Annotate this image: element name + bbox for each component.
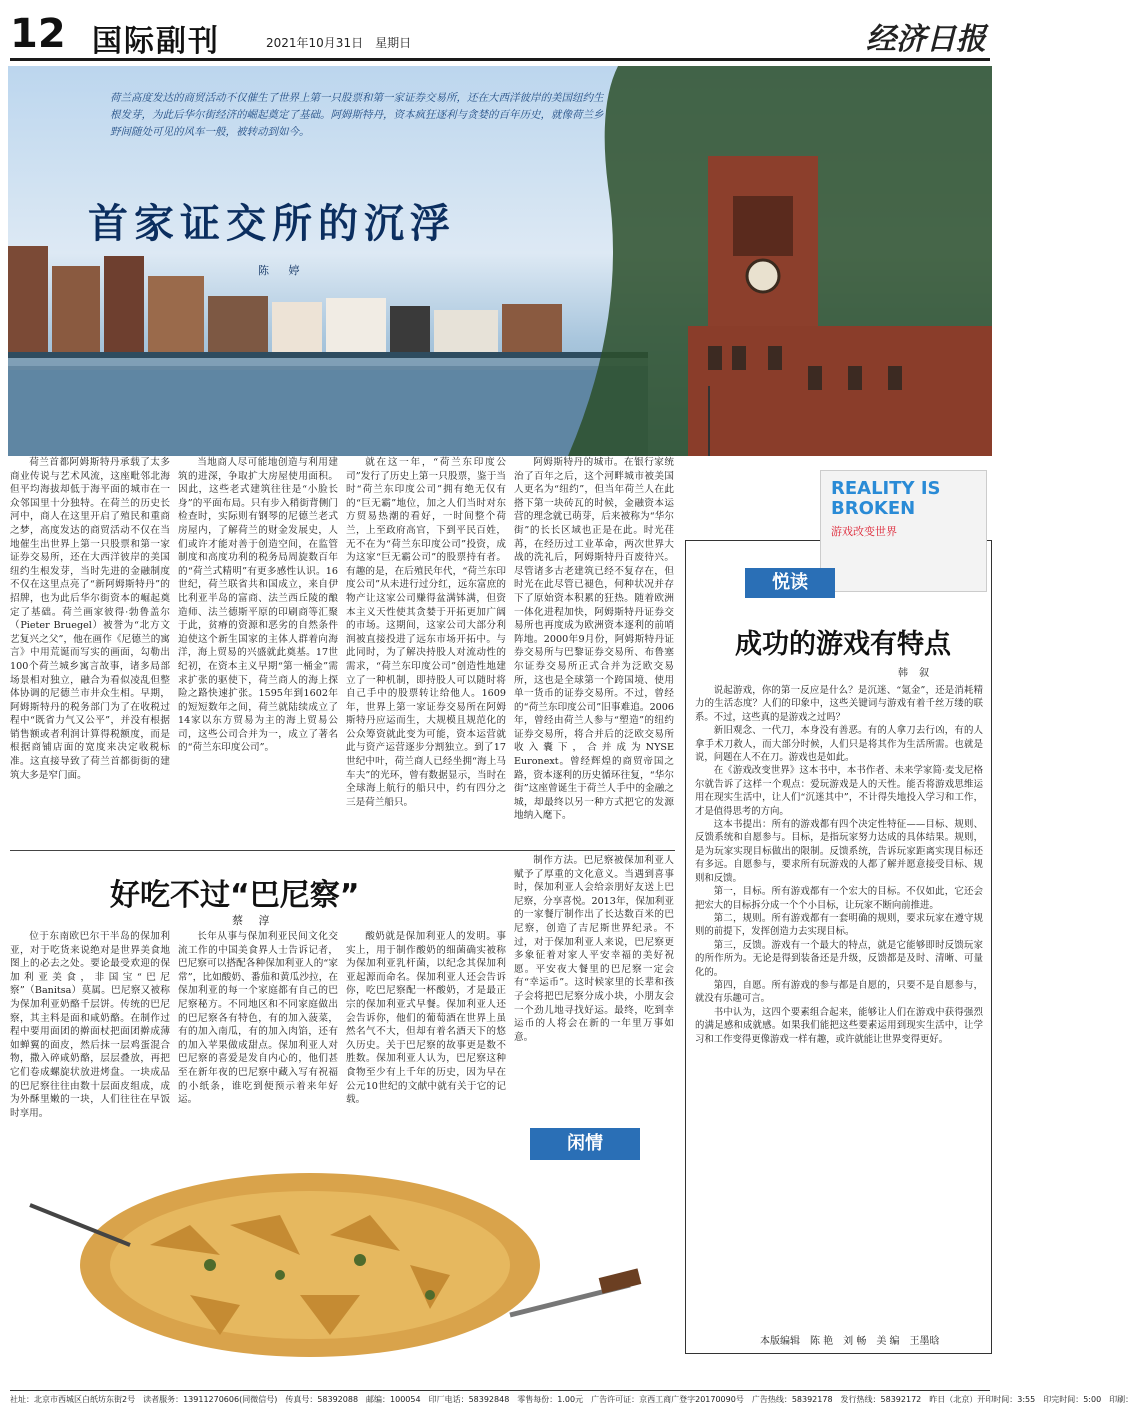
food-tag-box [530,1128,640,1160]
book-cover [820,470,987,592]
review-tag: 悦读 [772,572,808,593]
editor-credits: 本版编辑 陈 艳 刘 畅 美 编 王墨晗 [760,1336,940,1347]
review-paragraph: 说起游戏，你的第一反应是什么？是沉迷、“氪金”，还是消耗精力的生活态度？人们的印象中，这些关键词与游戏有着千丝万缕的联系。不过，这些真的是游戏之过吗？ [695,685,983,723]
feature-column-1: 荷兰首都阿姆斯特丹承载了太多商业传说与艺术风流，这座毗邻北海但平均海拔却低于海平面的城市在一众邻国里十分独特。在荷兰的历史长河中，商人在这里开启了殖民和重商之梦，高度发达的商贸活动不仅在当地催生出世界上第一只股票和第一家证券交易所，还在大西洋彼岸的美国纽约生根发芽，当时先进的金融制度不仅在这里点亮了“新阿姆斯特丹”的招牌，也为此后华尔街资本的崛起奠定了基础。荷兰画家彼得·勃鲁盖尔（Pieter Bruegel）被誉为“北方文艺复兴之父”，他在画作《尼德兰的寓言》中用荒诞而写实的画面，勾勒出100个荷兰城乡寓言故事，诸多局部场景相对独立，融合为看似凌乱但整体协调的尼德兰市井众生相。早期，阿姆斯特丹的税务部门为了在收税过程中“既省力气又公平”，并没有根据销售额或者利润计算得税额度，而是根据商铺店面的宽度来决定收税标准。这直接导致了荷兰首都街街的建筑大多是窄门面。 [10,457,170,781]
review-paragraph: 第四，自愿。所有游戏的参与都是自愿的，只要不是自愿参与，就没有乐趣可言。 [695,979,983,1005]
masthead [10,10,990,61]
food-column-3: 酸奶就是保加利亚人的发明。事实上，用于制作酸奶的细菌确实被称为保加利亚乳杆菌，以纪念其保加利亚起源而命名。保加利亚人还会告诉你，吃巴尼察配一杯酸奶，才是最正宗的保加利亚式早餐。保加利亚人还会告诉你，他们的葡萄酒在世界上虽然名气不大，但却有着名酒天下的悠久历史。关于巴尼察的故事更是数不胜数。保加利亚人认为，巴尼察这种食物至少有上千年的历史，因为早在公元10世纪的文献中就有关于它的记载。 [346,931,506,1106]
food-headline: 好吃不过“巴尼察” [110,878,360,913]
review-tag-box [745,568,835,598]
review-byline: 韩 叙 [898,668,934,679]
section-divider [10,850,675,851]
food-tag: 闲情 [567,1133,603,1154]
banitsa-illustration [10,1165,675,1360]
food-column-1: 位于东南欧巴尔干半岛的保加利亚，对于吃货来说绝对是世界美食地图上的必去之处。要论最受欢迎的保加利亚美食，非国宝“巴尼察”（Banitsa）莫属。巴尼察又被称为保加利亚奶酪千层饼。传统的巴尼察，其主料是面和咸奶酪。在制作过程中要用面团的擀面杖把面团擀成薄如蝉翼的面皮，然后抹一层鸡蛋混合物，撒入碎咸奶酪，层层叠放，再把它们卷成螺旋状放进烤盘。一块成品的巴尼察往往由数十层面皮组成，成为外酥里嫩的一块，人们往往在早饭时享用。 [10,931,170,1119]
feature-column-3: 就在这一年，“荷兰东印度公司”发行了历史上第一只股票，鉴于当时“荷兰东印度公司”拥有绝无仅有的“巨无霸”地位，加之人们当时对东方贸易热潮的看好，一时间整个荷兰，上至政府高官，下到平民百姓，无不在为“荷兰东印度公司”投资，成为这家“巨无霸公司”的股票持有者。有趣的是，在后殖民年代，“荷兰东印度公司”从未进行过分红，远东富庶的物产让这家公司赚得盆满钵满，但资本主义天性使其贪婪于开拓更加广阔的市场。这期间，这家公司大部分利润被直接投进了远东市场开拓中。与此同时，为了解决持股人对流动性的需求，“荷兰东印度公司”创造性地建立了一种机制，即持股人可以随时将自己手中的股票转让给他人。1609年，世界上第一家证券交易所在阿姆斯特丹应运而生，大规模且规范化的公众筹资就此变为可能，资本运营就此与资产运营逐步分割独立。到了17世纪中叶，荷兰商人已经坐拥“海上马车夫”的光环，曾有数据显示，当时在全球海上航行的船只中，约有四分之三是荷兰船只。 [346,457,506,808]
review-paragraph: 第三，反馈。游戏有一个最大的特点，就是它能够即时反馈玩家的所作所为。无论是得到装备还是升级，反馈都是及时、清晰、可量化的。 [695,939,983,978]
review-paragraph: 第一，目标。所有游戏都有一个宏大的目标。不仅如此，它还会把宏大的目标拆分成一个个小目标，让玩家不断向前推进。 [695,886,983,911]
newspaper-logo: 经济日报 [866,22,986,57]
review-paragraph: 新旧观念、一代刀，本身没有善恶。有的人拿刀去行凶，有的人拿手术刀救人，而大部分时候，人们只是将其作为生活所需。也就是说，问题在人不在刀。游戏也是如此。 [695,725,983,764]
feature-intro: 荷兰高度发达的商贸活动不仅催生了世界上第一只股票和第一家证券交易所，还在大西洋彼岸的美国纽约生根发芽，为此后华尔街经济的崛起奠定了基础。阿姆斯特丹，资本疯狂逐利与贪婪的百年历史，就像荷兰乡野间随处可见的风车一般，被转动到如今。 [110,92,604,138]
page-number: 12 [10,11,66,57]
footer-info: 社址：北京市西城区白纸坊东街2号 读者服务：13911270606(同微信号) 传真号：58392088 邮编：100054 印厂电话：58392848 零售每份：1.00元 广告许可证：京西工商广登字20170090号 广告热线：58392178 发行热线：58392172 昨日（北京）开印时间：3:55 印完时间：5:00 印刷： [10,1390,990,1409]
review-paragraph: 第二，规则。所有游戏都有一套明确的规则，要求玩家在遵守规则的前提下，发挥创造力去实现目标。 [695,912,983,938]
feature-column-4: 阿姆斯特丹的城市。在银行家统治了百年之后，这个河畔城市被美国人更名为“纽约”，但当年荷兰人在此搭下第一块砖瓦的时候，金融资本运营的理念就已萌芽，后来被称为“华尔街”的长长区域也正是在此。时光荏苒，在经历过工业革命，两次世界大战的洗礼后，阿姆斯特丹百废待兴。尽管诸多古老建筑已经不复存在，但时光在此尽管已褪色，何种状况并存下了原始资本积累的狂热。随着欧洲一体化进程加快，阿姆斯特丹证券交易所也再度成为欧洲资本逐利的前哨阵地。2000年9月份，阿姆斯特丹证券交易所与巴黎证券交易所、布鲁塞尔证券交易所正式合并为泛欧交易所，这也是全球第一个跨国境、使用单一货币的证券交易所。不过，曾经的“荷兰东印度公司”旧事难追。2006年，曾经由荷兰人参与“塑造”的纽约证券交易所，将合并后的泛欧交易所收入囊下，合并成为NYSE Euronext。曾经辉煌的商贸帝国之路，资本逐利的历史循环往复，“华尔街”这座曾诞生于荷兰人手中的金融之城，却最终以另一种方式把它的发源地纳入麾下。 [514,457,674,822]
feature-column-2: 当地商人尽可能地创造与利用建筑的进深，争取扩大房屋使用面积。因此，这些老式建筑往往是“小脸长身”的平面布局。只有步入稍街背侧门检查时，实际则有钢琴的尼德兰老式房屋内，了解荷兰的财金发展史，人们或许才能对善于创造空间，在监管制度和高度功利的税务局周旋数百年的“荷兰式精明”有更多感性认识。16世纪，荷兰联省共和国成立，来自伊比利亚半岛的富商、法兰西丘陵的酿造师、法兰德斯平原的印刷商等汇聚于此，贫瘠的资源和恶劣的自然条件迫使这个新生国家的主体人群着向海洋，海上贸易的兴盛就此奠基。17世纪初，在资本主义早期“第一桶金”需求扩张的驱使下，荷兰商人的海上探险之路快速扩张。1595年到1602年的短短数年之间，荷兰就陆续成立了14家以东方贸易为主的海上贸易公司，这些公司合并为一，成立了著名的“荷兰东印度公司”。 [178,457,338,754]
feature-headline: 首家证交所的沉浮 [88,201,456,247]
issue-date: 2021年10月31日 星期日 [266,36,412,50]
review-paragraph: 在《游戏改变世界》这本书中，本书作者、未来学家简·麦戈尼格尔就告诉了这样一个观点：爱玩游戏是人的天性。能否将游戏思维运用在现实生活中，让人们“沉迷其中”，不计得失地投入学习和工作，才是值得思考的方向。 [695,765,983,817]
section-title: 国际副刊 [92,24,220,59]
review-paragraph: 书中认为，这四个要素组合起来，能够让人们在游戏中获得强烈的满足感和成就感。如果我们能把这些要素运用到现实生活中，让学习和工作变得更像游戏一样有趣，或许就能让世界变得更好。 [695,1006,983,1045]
hero-photo [8,66,992,456]
review-headline: 成功的游戏有特点 [735,629,951,660]
review-body [695,684,983,1324]
book-cover-cn: 游戏改变世界 [831,525,897,538]
food-column-2: 长年从事与保加利亚民间文化交流工作的中国美食界人士告诉记者，巴尼察可以搭配各种保加利亚人的“家常”，比如酸奶、番茄和黄瓜沙拉，在保加利亚的每一个家庭都有自己的巴尼察秘方。不同地区和不同家庭做出的巴尼察各有特色，有的加入菠菜，有的加入南瓜，有的加入肉馅，还有的加入苹果做成甜点。保加利亚人对巴尼察的喜爱是发自内心的，他们甚至在新年夜的巴尼察中藏入写有祝福的小纸条，谁吃到便预示着来年好运。 [178,931,338,1106]
banitsa-photo [10,1165,675,1360]
food-column-4: 制作方法。巴尼察被保加利亚人赋予了厚重的文化意义。当遇到喜事时，保加利亚人会给亲朋好友送上巴尼察，分享喜悦。2013年，保加利亚的一家餐厅制作出了长达数百米的巴尼察，创造了吉尼斯世界纪录。不过，对于保加利亚人来说，巴尼察更多象征着对家人平安幸福的美好祝愿。平安夜大餐里的巴尼察一定会有“幸运币”。这时候家里的长辈和孩子会将把巴尼察分成小块，小朋友会一个劲儿地寻找好运。最终，吃到幸运币的人将会在新的一年里万事如意。 [514,855,674,1043]
feature-byline: 陈 婷 [258,264,308,277]
food-byline: 蔡 淳 [232,914,276,927]
review-paragraph: 这本书提出：所有的游戏都有四个决定性特征——目标、规则、反馈系统和自愿参与。目标，是指玩家努力达成的具体结果。规则，是为玩家实现目标做出的限制。反馈系统，告诉玩家距离实现目标还有多远。自愿参与，要求所有玩游戏的人都了解并愿意接受目标、规则和反馈。 [695,819,983,884]
book-cover-title: REALITY IS BROKEN [831,478,941,519]
